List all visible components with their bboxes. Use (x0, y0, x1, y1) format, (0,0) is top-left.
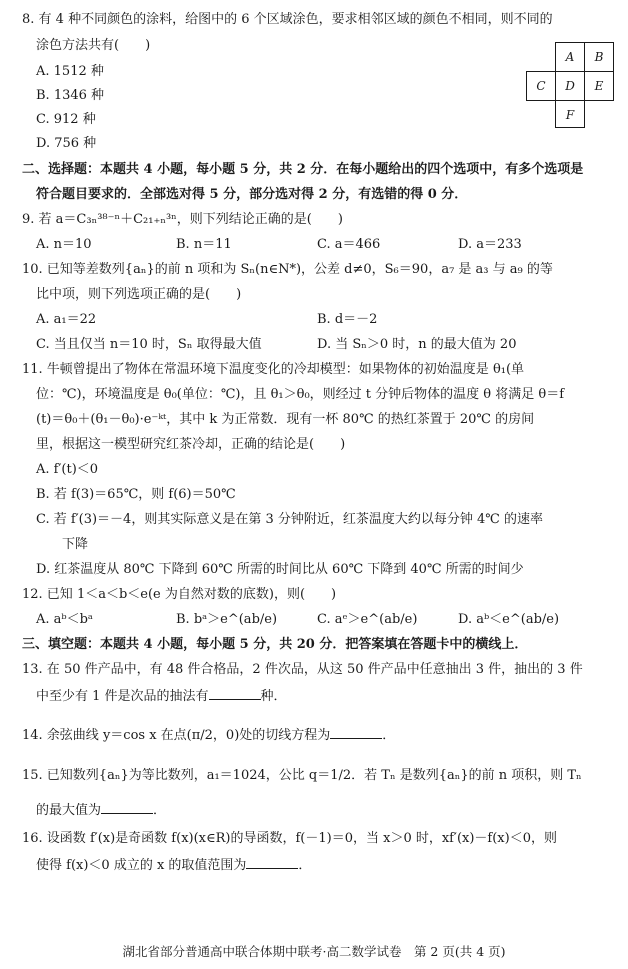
section3-heading: 三、填空题：本题共 4 小题，每小题 5 分，共 20 分．把答案填在答题卡中的横线上． (22, 637, 528, 652)
q16-line2-text: 使得 f(x)＜0 成立的 x 的取值范围为 (36, 858, 247, 873)
q11-line1: 11. 牛顿曾提出了物体在常温环境下温度变化的冷却模型：如果物体的初始温度是 θ₁(单 (22, 362, 525, 377)
q12-line1: 12. 已知 1＜a＜b＜e(e 为自然对数的底数)，则( ) (22, 587, 337, 602)
q15-line2 (36, 801, 166, 819)
q15-line2-tail: ． (153, 803, 167, 818)
region-e: E (584, 71, 614, 101)
q10-option-b: B. d＝－2 (317, 312, 378, 327)
q10-option-a: A. a₁＝22 (36, 312, 97, 327)
q15-line1: 15. 已知数列{aₙ}为等比数列，a₁＝1024，公比 q＝1/2．若 Tₙ 是数列{aₙ}的前 n 项积，则 Tₙ (22, 768, 582, 783)
q11-option-c-line1: C. 若 f′(3)＝－4，则其实际意义是在第 3 分钟附近，红茶温度大约以每分钟 4℃ 的速率 (36, 512, 543, 527)
q9-option-d: D. a＝233 (458, 237, 522, 252)
q11-option-c-line2: 下降 (62, 537, 89, 552)
q8-option-d: D. 756 种 (36, 136, 97, 151)
region-b: B (584, 42, 614, 72)
q11-option-a: A. f′(t)＜0 (36, 462, 99, 477)
q12-option-d: D. aᵇ＜e^(ab/e) (458, 612, 560, 627)
q12-option-a: A. aᵇ＜bᵃ (36, 612, 93, 627)
q8-option-a: A. 1512 种 (36, 64, 104, 79)
section2-heading-line1: 二、选择题：本题共 4 小题，每小题 5 分，共 2 分．在每小题给出的四个选项中，有多个选项是 (22, 162, 584, 177)
region-c: C (526, 71, 556, 101)
q16-answer-blank[interactable] (246, 856, 298, 869)
q12-option-b: B. bᵃ＞e^(ab/e) (176, 612, 278, 627)
q10-line2: 比中项，则下列选项正确的是( ) (36, 287, 242, 302)
q12-option-c: C. aᵉ＞e^(ab/e) (317, 612, 418, 627)
q13-line2 (36, 687, 287, 705)
q11-line2: 位：℃)，环境温度是 θ₀(单位：℃)，且 θ₁＞θ₀，则经过 t 分钟后物体的温度 θ 将满足 θ＝f (36, 387, 565, 402)
q14-answer-blank[interactable] (330, 726, 382, 739)
q16-line2 (36, 856, 311, 874)
q11-option-b: B. 若 f(3)＝65℃，则 f(6)＝50℃ (36, 487, 236, 502)
page-footer: 湖北省部分普通高中联合体期中联考·高二数学试卷 第 2 页(共 4 页) (122, 944, 506, 959)
q16-line2-tail: ． (298, 858, 312, 873)
section2-heading-line2: 符合题目要求的．全部选对得 5 分，部分选对得 2 分，有选错的得 0 分． (36, 187, 468, 202)
region-a: A (555, 42, 585, 72)
q15-answer-blank[interactable] (101, 801, 153, 814)
q8-line1: 8. 有 4 种不同颜色的涂料，给图中的 6 个区域涂色，要求相邻区域的颜色不相同，则不同的 (22, 12, 553, 27)
q14-text: 14. 余弦曲线 y＝cos x 在点(π/2，0)处的切线方程为 (22, 728, 331, 743)
q8-option-c: C. 912 种 (36, 112, 96, 127)
region-d: D (555, 71, 585, 101)
q11-line4: 里，根据这一模型研究红茶冷却，正确的结论是( ) (36, 437, 346, 452)
q10-option-d: D. 当 Sₙ＞0 时，n 的最大值为 20 (317, 337, 517, 352)
q10-option-c: C. 当且仅当 n＝10 时，Sₙ 取得最大值 (36, 337, 262, 352)
q9-option-a: A. n＝10 (36, 237, 92, 252)
q11-option-d: D. 红茶温度从 80℃ 下降到 60℃ 所需的时间比从 60℃ 下降到 40℃ 所需的时间少 (36, 562, 524, 577)
q14-tail: ． (382, 728, 396, 743)
q13-line2-text: 中至少有 1 件是次品的抽法有 (36, 689, 209, 704)
q16-line1: 16. 设函数 f′(x)是奇函数 f(x)(x∈R)的导函数，f(－1)＝0，当 x＞0 时，xf′(x)－f(x)＜0，则 (22, 831, 557, 846)
q13-line2-tail: 种． (260, 689, 287, 704)
q9-option-b: B. n＝11 (176, 237, 232, 252)
q8-option-b: B. 1346 种 (36, 88, 105, 103)
region-f: F (555, 100, 585, 128)
q9-line1: 9. 若 a＝C₃ₙ³⁸⁻ⁿ＋C₂₁₊ₙ³ⁿ，则下列结论正确的是( ) (22, 212, 343, 227)
q9-option-c: C. a＝466 (317, 237, 381, 252)
q11-line3: (t)＝θ₀＋(θ₁－θ₀)·e⁻ᵏᵗ，其中 k 为正常数．现有一杯 80℃ 的热红茶置于 20℃ 的房间 (36, 412, 535, 427)
q15-line2-text: 的最大值为 (36, 803, 102, 818)
q8-line2: 涂色方法共有( ) (36, 38, 151, 53)
q13-line1: 13. 在 50 件产品中，有 48 件合格品，2 件次品，从这 50 件产品中任意抽出 3 件，抽出的 3 件 (22, 662, 583, 677)
q13-answer-blank[interactable] (209, 687, 261, 700)
q10-line1: 10. 已知等差数列{aₙ}的前 n 项和为 Sₙ(n∈N*)，公差 d≠0，S₆＝90，a₇ 是 a₃ 与 a₉ 的等 (22, 262, 553, 277)
q14-line1 (22, 726, 395, 744)
